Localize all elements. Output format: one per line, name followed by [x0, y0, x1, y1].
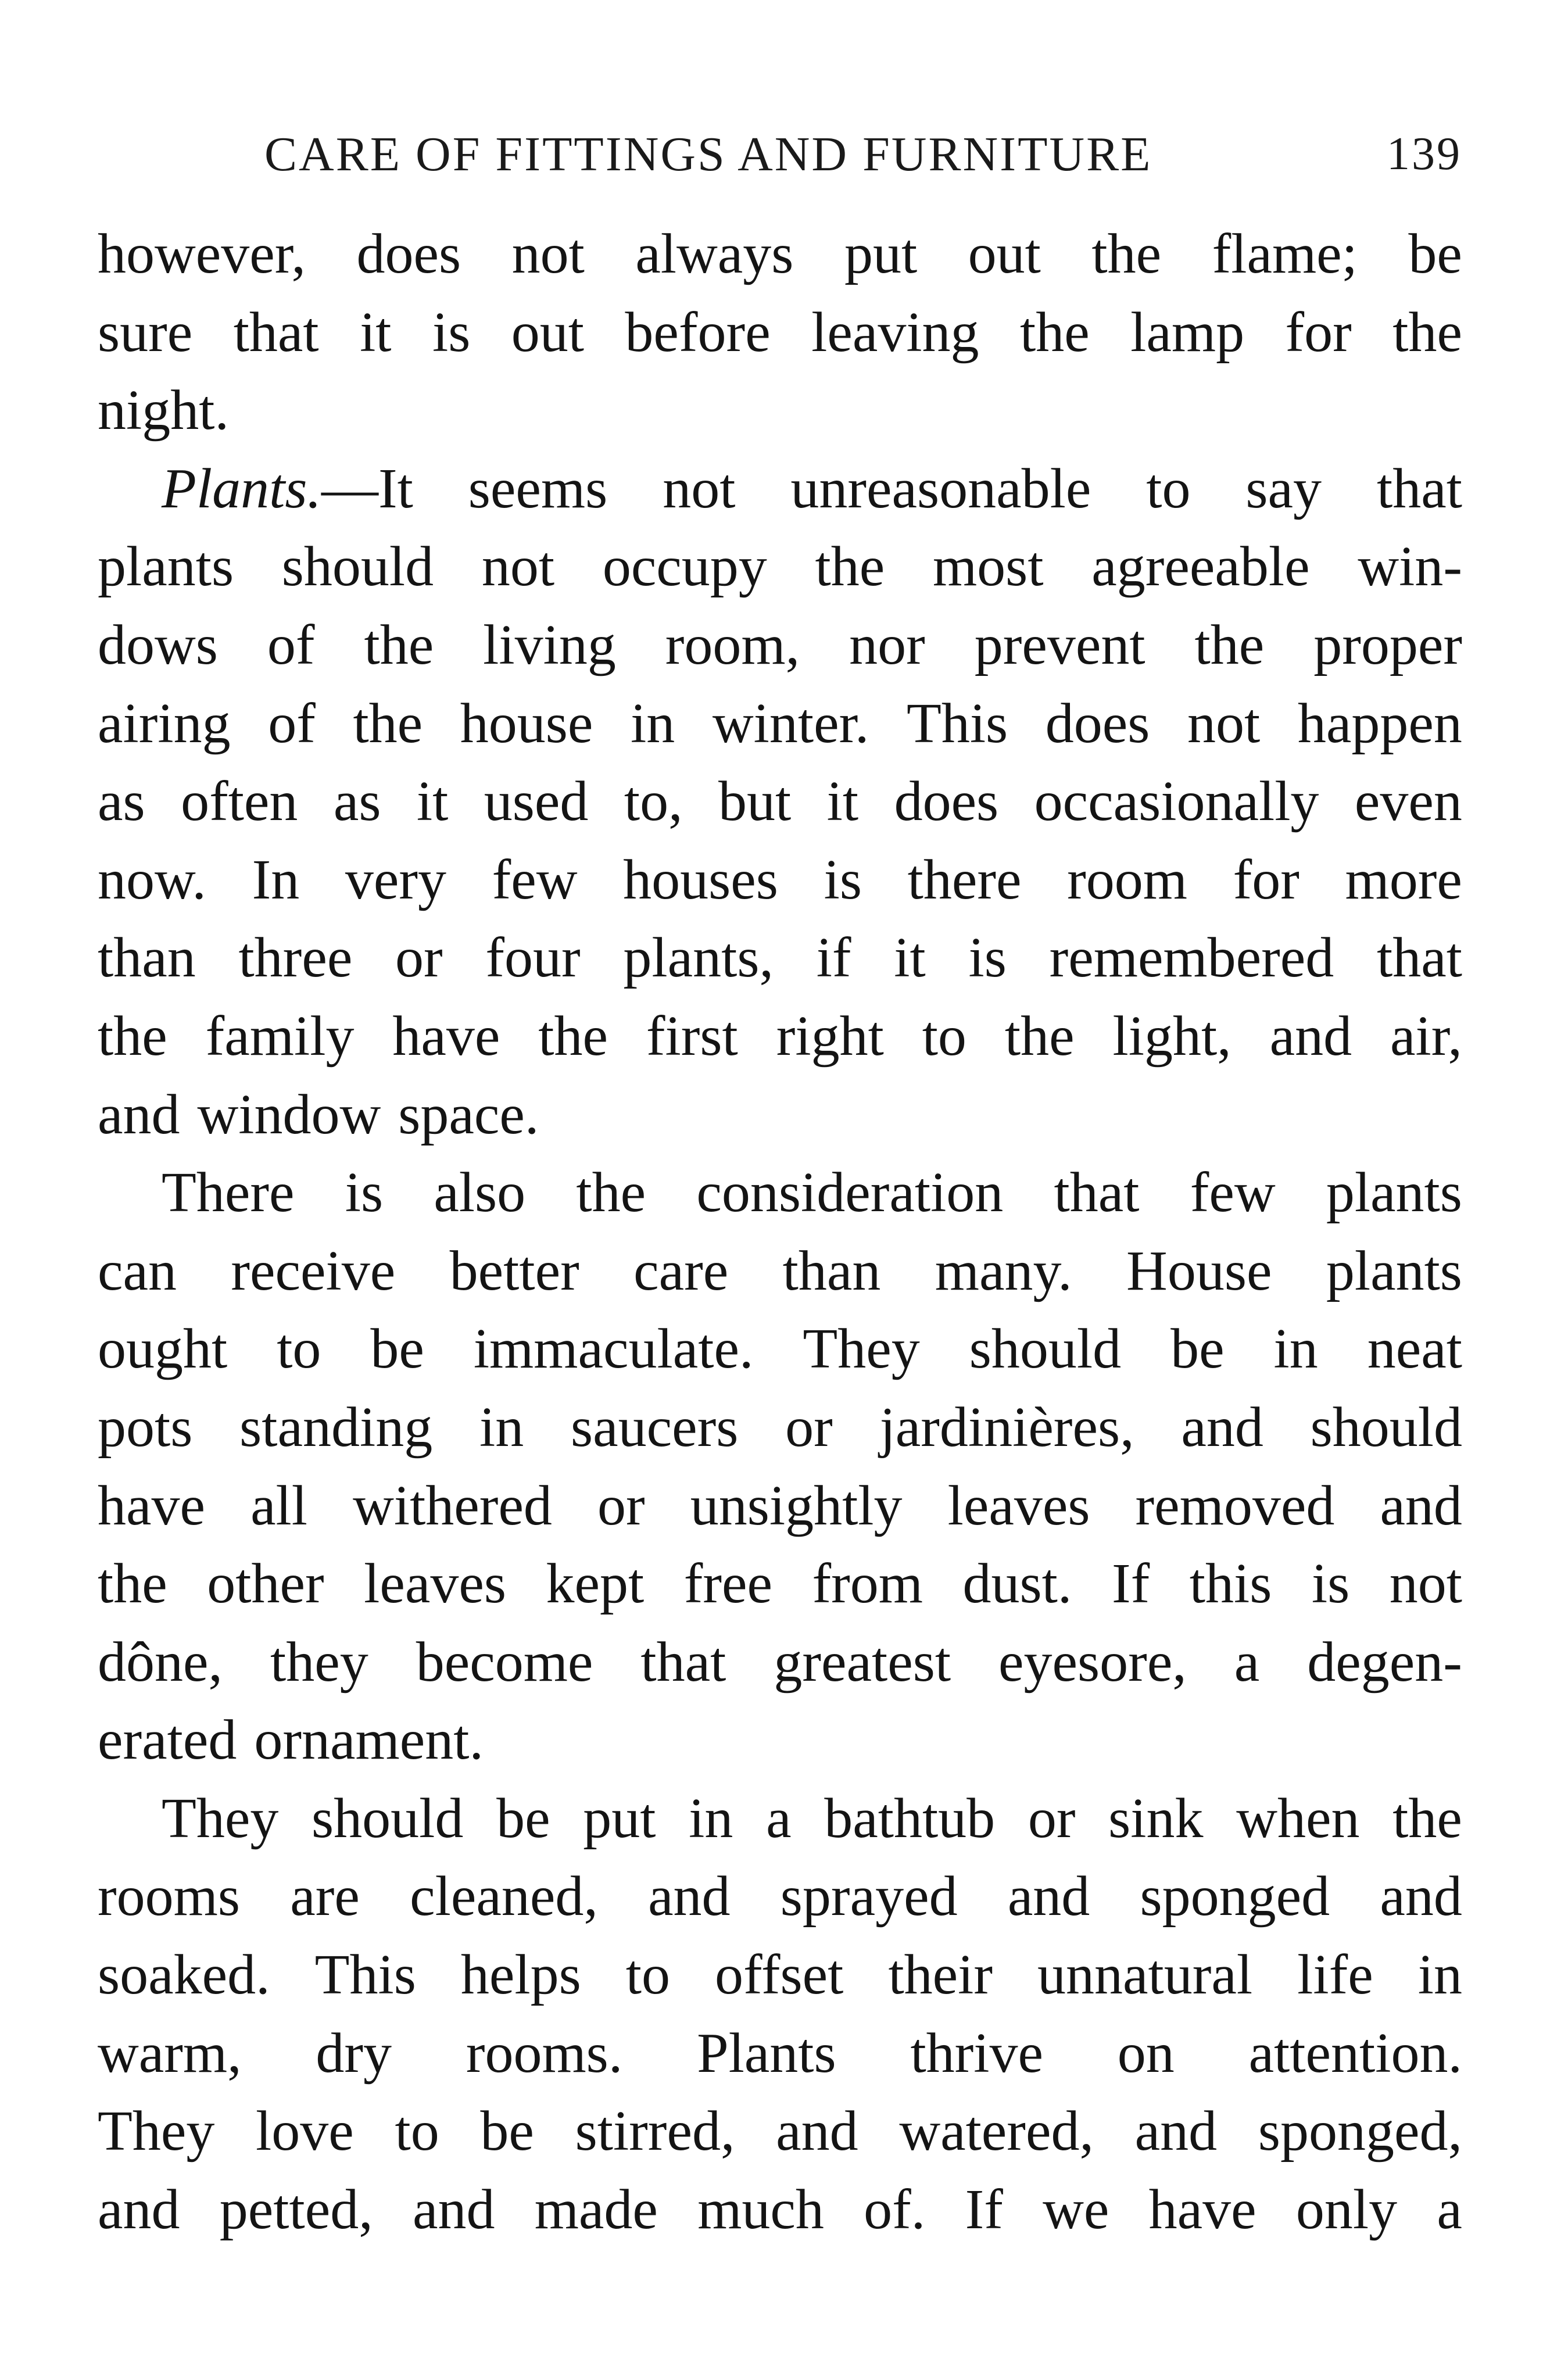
word: in — [631, 692, 675, 755]
word: If — [965, 2178, 1003, 2241]
word: degen- — [1307, 1630, 1462, 1694]
word: and — [1269, 1004, 1352, 1068]
word: few — [1190, 1161, 1276, 1225]
word: does — [1045, 692, 1150, 755]
word: the — [1392, 1787, 1462, 1850]
word: not — [663, 457, 736, 520]
text-line — [98, 450, 1462, 528]
word: only — [1295, 2178, 1398, 2241]
word: houses — [623, 848, 778, 911]
word: and — [648, 1865, 731, 1928]
word: have — [98, 1474, 205, 1537]
word: be — [496, 1787, 550, 1850]
word: dows — [98, 613, 218, 676]
word: become — [416, 1630, 593, 1694]
word: family — [205, 1004, 355, 1068]
word: as — [98, 770, 145, 833]
word: be — [1170, 1318, 1225, 1381]
word: and — [1007, 1865, 1090, 1928]
word: love — [256, 2100, 354, 2163]
word: to — [395, 2100, 439, 2163]
word: sink — [1108, 1787, 1204, 1850]
word: that — [1054, 1161, 1140, 1225]
word: the — [98, 1552, 167, 1616]
word: in — [689, 1787, 733, 1850]
word: nor — [849, 613, 925, 676]
word: erated — [98, 1709, 237, 1772]
word: should — [969, 1318, 1122, 1381]
word: plants — [1326, 1161, 1462, 1225]
word: four — [485, 926, 581, 990]
word: unsightly — [690, 1474, 903, 1537]
word: is — [1311, 1552, 1350, 1616]
word: unreasonable — [790, 457, 1091, 520]
text-line — [98, 762, 1462, 841]
word: many. — [935, 1239, 1072, 1302]
word: to — [625, 1943, 671, 2007]
text-line — [98, 2171, 1462, 2249]
word: it — [360, 300, 392, 364]
word: is — [432, 300, 471, 364]
text-line — [98, 1936, 1462, 2014]
word: night. — [98, 379, 229, 442]
word: room — [1067, 848, 1187, 911]
word: right — [776, 1004, 884, 1068]
word: dône, — [98, 1630, 223, 1694]
word: the — [1194, 613, 1265, 676]
word: winter. — [712, 692, 869, 755]
word: to — [277, 1318, 321, 1381]
word: are — [290, 1865, 360, 1928]
text-line — [98, 1388, 1462, 1467]
word: There — [162, 1161, 295, 1225]
word: made — [534, 2178, 658, 2241]
word: plants — [98, 535, 234, 599]
word: be — [370, 1318, 424, 1381]
word: air, — [1390, 1004, 1462, 1068]
word: lamp — [1130, 300, 1245, 364]
word: They — [803, 1318, 920, 1381]
word: should — [1310, 1395, 1462, 1459]
text-line — [98, 997, 1462, 1076]
word: agreeable — [1091, 535, 1310, 599]
text-line — [98, 1857, 1462, 1936]
word: a — [766, 1787, 792, 1850]
word: the — [364, 613, 434, 676]
text-line — [98, 1623, 1462, 1702]
word: warm, — [98, 2021, 242, 2085]
word: in — [479, 1395, 524, 1459]
word: leaves — [947, 1474, 1090, 1537]
word: and — [412, 2178, 495, 2241]
word: that — [1377, 926, 1462, 990]
word: ought — [98, 1318, 228, 1381]
paragraph — [98, 1154, 1462, 1780]
text-line — [98, 528, 1462, 606]
word: other — [207, 1552, 324, 1616]
word: watered, — [899, 2100, 1094, 2163]
word: now. — [98, 848, 206, 911]
word: —It — [321, 457, 413, 520]
paragraph — [98, 1780, 1462, 2249]
word: sponged, — [1258, 2100, 1462, 2163]
word: first — [646, 1004, 738, 1068]
word: should — [312, 1787, 464, 1850]
word: however, — [98, 223, 306, 285]
word: They — [162, 1787, 279, 1850]
word: out — [968, 223, 1041, 285]
word: can — [98, 1239, 177, 1302]
word: thrive — [910, 2021, 1044, 2085]
word: also — [434, 1161, 526, 1225]
word: eyesore, — [998, 1630, 1187, 1694]
word: or — [597, 1474, 645, 1537]
word: living — [483, 613, 616, 676]
word: much — [697, 2178, 824, 2241]
running-head — [264, 119, 1462, 189]
text-line — [98, 1545, 1462, 1623]
word: and — [1134, 2100, 1218, 2163]
text-line — [98, 2014, 1462, 2093]
paragraph — [98, 450, 1462, 1154]
word: This — [314, 1943, 416, 2007]
word: but — [718, 770, 792, 833]
word: jardinières, — [879, 1395, 1134, 1459]
word: the — [1019, 300, 1090, 364]
word: say — [1245, 457, 1322, 520]
word: dust. — [962, 1552, 1072, 1616]
word: have — [392, 1004, 500, 1068]
text-line — [98, 1780, 1462, 1858]
word: the — [353, 692, 423, 755]
word: stirred, — [575, 2100, 735, 2163]
word: does — [356, 223, 461, 285]
word: is — [968, 926, 1007, 990]
word: life — [1297, 1943, 1373, 2007]
word: cleaned, — [410, 1865, 598, 1928]
word: or — [785, 1395, 833, 1459]
word: leaving — [811, 300, 979, 364]
word: they — [270, 1630, 368, 1694]
word: room, — [665, 613, 800, 676]
word: or — [1028, 1787, 1076, 1850]
word: attention. — [1248, 2021, 1462, 2085]
word: most — [932, 535, 1044, 599]
word: the — [815, 535, 885, 599]
word: In — [252, 848, 300, 911]
word: rooms. — [466, 2021, 623, 2085]
word: of — [267, 613, 315, 676]
word: to — [1146, 457, 1191, 520]
word: and — [1380, 1865, 1462, 1928]
word: not — [1389, 1552, 1462, 1616]
text-line — [98, 1232, 1462, 1311]
word: soaked. — [98, 1943, 270, 2007]
word: space. — [398, 1083, 539, 1146]
word: flame; — [1212, 223, 1358, 285]
word: used — [484, 770, 589, 833]
word: this — [1189, 1552, 1272, 1616]
text-line — [98, 1701, 1462, 1780]
word: happen — [1297, 692, 1462, 755]
word: from — [812, 1552, 923, 1616]
word: it — [416, 770, 449, 833]
word: and — [98, 1083, 180, 1146]
word: remembered — [1049, 926, 1334, 990]
word: as — [333, 770, 381, 833]
word: sprayed — [780, 1865, 958, 1928]
word: receive — [231, 1239, 396, 1302]
word: have — [1148, 2178, 1256, 2241]
word: leaves — [364, 1552, 506, 1616]
word: standing — [239, 1395, 433, 1459]
word: better — [449, 1239, 579, 1302]
word: than — [782, 1239, 881, 1302]
word: not — [511, 223, 585, 285]
text-line — [98, 1310, 1462, 1388]
word: their — [888, 1943, 993, 2007]
word: a — [1234, 1630, 1260, 1694]
paragraph — [98, 215, 1462, 450]
text-line — [98, 841, 1462, 919]
word: put — [583, 1787, 656, 1850]
word: and — [98, 2178, 180, 2241]
word: plants — [1326, 1239, 1462, 1302]
word: plants, — [623, 926, 774, 990]
word: often — [181, 770, 298, 833]
word: if — [816, 926, 851, 990]
word: immaculate. — [473, 1318, 754, 1381]
text-line — [98, 1154, 1462, 1232]
word: sure — [98, 300, 193, 364]
text-line — [98, 1076, 1462, 1154]
word: They — [98, 2100, 215, 2163]
word: consideration — [696, 1161, 1004, 1225]
word: rooms — [98, 1865, 240, 1928]
word: withered — [353, 1474, 552, 1537]
word: put — [844, 223, 918, 285]
word: sponged — [1140, 1865, 1330, 1928]
word: the — [576, 1161, 646, 1225]
word: offset — [715, 1943, 844, 2007]
word: occasionally — [1034, 770, 1319, 833]
word: dry — [316, 2021, 392, 2085]
word: window — [197, 1083, 381, 1146]
body-text — [98, 215, 1462, 2249]
word: a — [1437, 2178, 1462, 2241]
word: win- — [1358, 535, 1462, 599]
word: neat — [1367, 1318, 1462, 1381]
word: all — [250, 1474, 308, 1537]
word: should — [281, 535, 434, 599]
word: care — [633, 1239, 729, 1302]
word: pots — [98, 1395, 193, 1459]
word: of. — [864, 2178, 926, 2241]
word: House — [1126, 1239, 1272, 1302]
word: be — [1408, 223, 1462, 285]
word: Plants — [697, 2021, 836, 2085]
word: that — [640, 1630, 726, 1694]
word: prevent — [974, 613, 1145, 676]
word: out — [511, 300, 584, 364]
word: greatest — [774, 1630, 951, 1694]
word: the — [538, 1004, 608, 1068]
word: is — [824, 848, 862, 911]
word: before — [625, 300, 771, 364]
word: and — [1380, 1474, 1462, 1537]
word: in — [1417, 1943, 1462, 2007]
word: that — [233, 300, 319, 364]
text-line — [98, 1467, 1462, 1545]
word: airing — [98, 692, 231, 755]
word: the — [1091, 223, 1162, 285]
word: very — [345, 848, 446, 911]
word: or — [395, 926, 443, 990]
word: three — [238, 926, 353, 990]
word: proper — [1313, 613, 1462, 676]
word: in — [1273, 1318, 1318, 1381]
word: it — [826, 770, 859, 833]
word: to, — [624, 770, 683, 833]
text-line — [98, 606, 1462, 685]
word: for — [1285, 300, 1352, 364]
word: for — [1233, 848, 1299, 911]
text-line — [98, 685, 1462, 763]
word: of — [268, 692, 316, 755]
word: free — [683, 1552, 773, 1616]
text-line — [98, 371, 1462, 450]
word: the — [1392, 300, 1462, 364]
word: the — [1004, 1004, 1075, 1068]
text-line — [98, 293, 1462, 372]
word: occupy — [602, 535, 767, 599]
word: seems — [468, 457, 608, 520]
word: not — [1187, 692, 1261, 755]
word: it — [894, 926, 926, 990]
word: light, — [1112, 1004, 1232, 1068]
word: is — [345, 1161, 384, 1225]
word: the — [98, 1004, 167, 1068]
word: than — [98, 926, 196, 990]
word: bathtub — [824, 1787, 996, 1850]
word: helps — [460, 1943, 581, 2007]
word: always — [635, 223, 794, 285]
text-line — [98, 215, 1462, 293]
word: house — [460, 692, 593, 755]
word: not — [481, 535, 555, 599]
word: unnatural — [1037, 1943, 1253, 2007]
word: more — [1345, 848, 1462, 911]
page-number: 139 — [1387, 128, 1462, 180]
text-line — [98, 919, 1462, 997]
running-title: CARE OF FITTINGS AND FURNITURE — [264, 127, 1152, 181]
word: kept — [546, 1552, 645, 1616]
word: when — [1236, 1787, 1360, 1850]
word-with-italic-lead — [162, 450, 413, 528]
word: removed — [1135, 1474, 1335, 1537]
word: there — [907, 848, 1022, 911]
word: that — [1376, 457, 1462, 520]
word: does — [894, 770, 999, 833]
word: be — [480, 2100, 534, 2163]
word: and — [1181, 1395, 1263, 1459]
word: few — [492, 848, 578, 911]
word: This — [906, 692, 1008, 755]
word: on — [1117, 2021, 1175, 2085]
italic-heading: Plants. — [162, 457, 321, 520]
word: saucers — [570, 1395, 739, 1459]
word: petted, — [219, 2178, 373, 2241]
word: If — [1111, 1552, 1150, 1616]
word: to — [922, 1004, 966, 1068]
word: and — [776, 2100, 858, 2163]
text-line — [98, 2092, 1462, 2171]
word: even — [1354, 770, 1462, 833]
word: we — [1043, 2178, 1109, 2241]
word: ornament. — [254, 1709, 484, 1772]
